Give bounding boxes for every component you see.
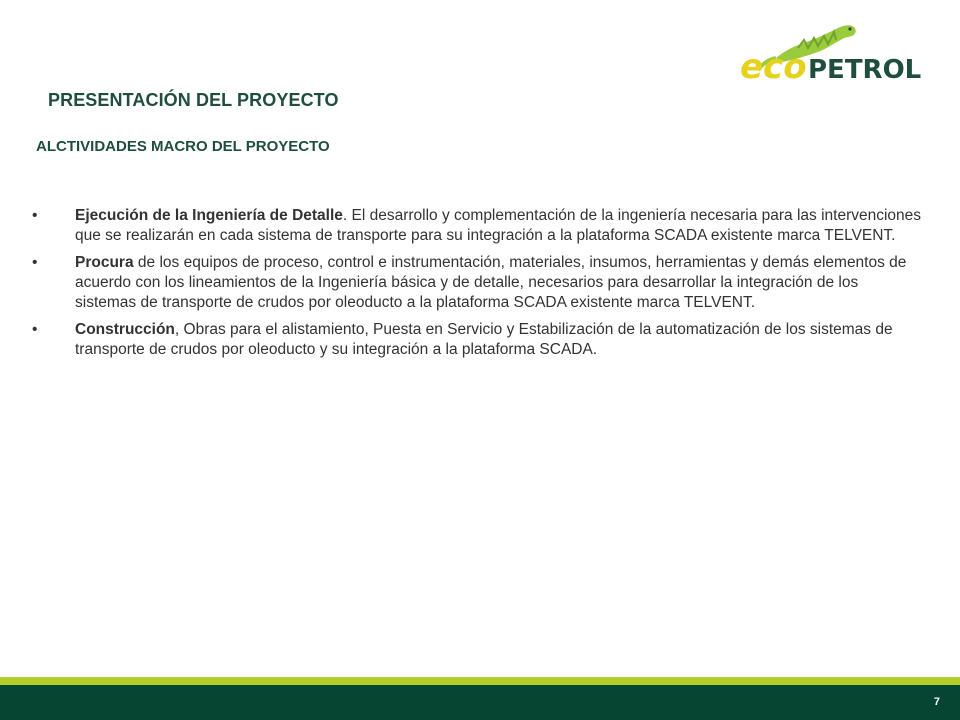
logo-petrol-text: PETROL	[808, 55, 922, 84]
logo-eco-text: eco	[740, 47, 807, 84]
footer-bar	[0, 685, 960, 720]
bullet-bold-label: Construcción	[75, 321, 175, 338]
bullet-item-construccion	[32, 320, 922, 360]
bullet-marker: •	[32, 321, 38, 338]
bullet-text: . El desarrollo y complementación de la ingeniería necesaria para las intervenciones que se realizarán en cada sistema de transporte para su integración a la plataforma SCADA existente marca TELVENT.	[75, 207, 922, 244]
bullet-bold-label: Procura	[75, 254, 134, 271]
slide-title: PRESENTACIÓN DEL PROYECTO	[48, 90, 339, 110]
ecopetrol-logo	[738, 18, 934, 84]
bullet-marker: •	[32, 207, 38, 224]
slide-subtitle: ALCTIVIDADES MACRO DEL PROYECTO	[36, 138, 330, 155]
bullet-list	[32, 206, 922, 367]
bullet-marker: •	[32, 254, 38, 271]
bullet-item-procura	[32, 253, 922, 313]
bullet-bold-label: Ejecución de la Ingeniería de Detalle	[75, 207, 343, 224]
iguana-logo-icon	[738, 18, 934, 84]
bullet-text: , Obras para el alistamiento, Puesta en Servicio y Estabilización de la automatización de los sistemas de transporte de crudos por oleoducto y su integración a la plataforma SCADA.	[75, 321, 893, 358]
page-number: 7	[933, 696, 940, 708]
bullet-text: de los equipos de proceso, control e instrumentación, materiales, insumos, herramientas y demás elementos de acuerdo con los lineamientos de la Ingeniería básica y de detalle, necesarios para desarrollar la integración de los sistemas de transporte de crudos por oleoducto a la plataforma SCADA existente marca TELVENT.	[75, 254, 907, 311]
footer-accent-line	[0, 677, 960, 685]
bullet-item-ingenieria	[32, 206, 922, 246]
